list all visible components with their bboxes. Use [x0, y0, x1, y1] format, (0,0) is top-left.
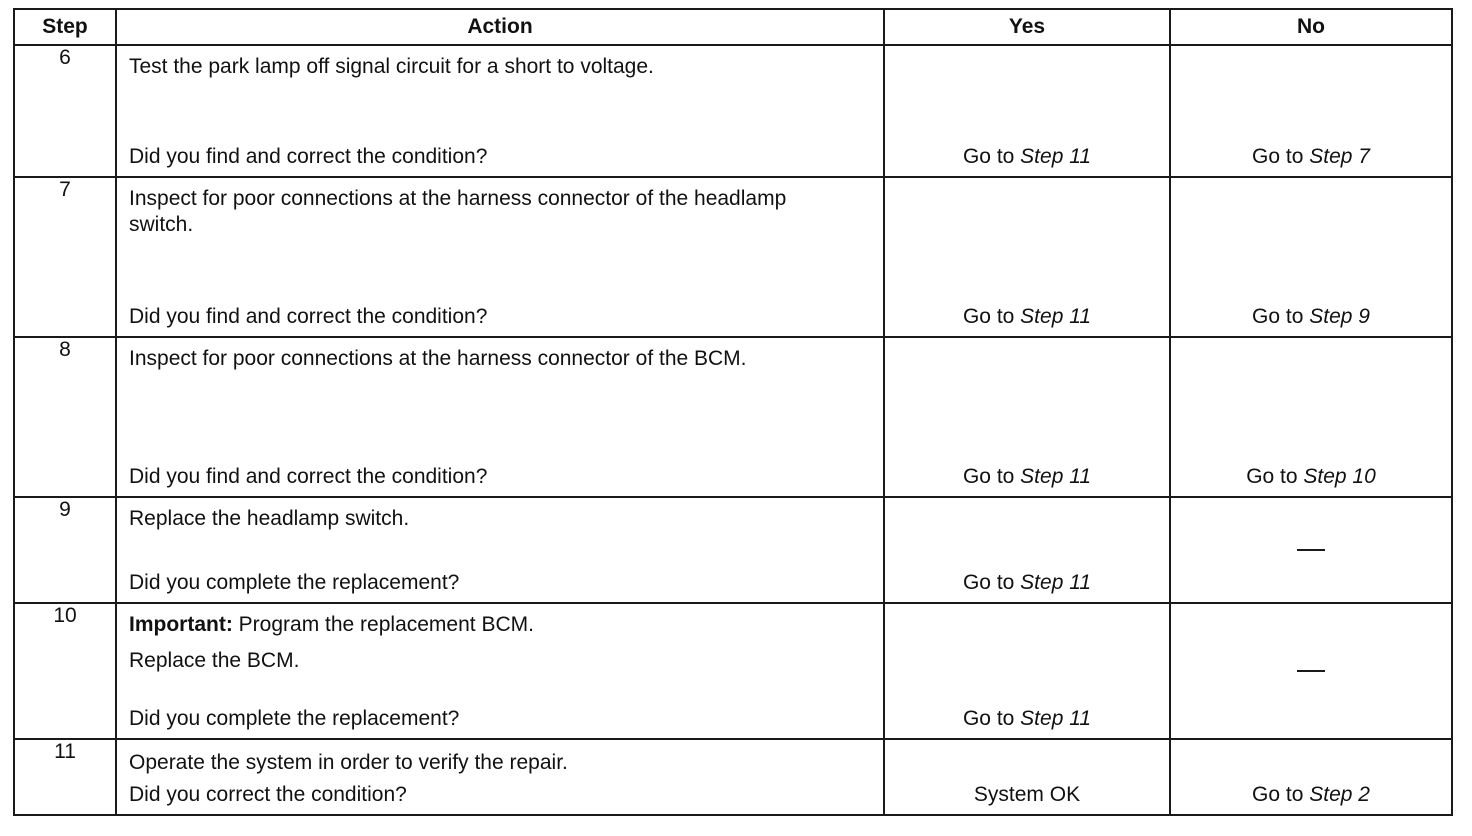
action-question: Did you complete the replacement?	[129, 707, 460, 730]
yes-step-ref: Step 11	[1020, 145, 1092, 168]
no-cell	[1170, 177, 1452, 337]
yes-cell	[884, 603, 1170, 739]
action-text: Inspect for poor connections at the harness connector of the BCM.	[129, 347, 747, 370]
action-question: Did you find and correct the condition?	[129, 305, 488, 328]
step-number: 9	[14, 497, 116, 603]
table-row	[14, 739, 1452, 815]
action-text: Operate the system in order to verify the repair.	[129, 751, 568, 774]
action-text: Inspect for poor connections at the harness connector of the headlamp switch.	[129, 187, 787, 236]
yes-prefix: Go to	[962, 305, 1021, 328]
no-cell	[1170, 337, 1452, 497]
step-number: 7	[14, 177, 116, 337]
yes-step-ref: Step 11	[1020, 707, 1092, 730]
yes-result	[885, 144, 1169, 170]
no-result	[1171, 304, 1451, 330]
action-cell	[116, 45, 884, 177]
important-text: Program the replacement BCM.	[232, 613, 534, 636]
yes-cell	[884, 45, 1170, 177]
diagnostic-steps-table	[13, 8, 1453, 816]
action-text: Replace the headlamp switch.	[129, 507, 410, 530]
important-note	[129, 612, 871, 638]
header-action: Action	[116, 9, 884, 45]
no-step-ref: Step 10	[1303, 465, 1376, 488]
action-question: Did you find and correct the condition?	[129, 465, 488, 488]
action-cell	[116, 337, 884, 497]
no-prefix: Go to	[1252, 783, 1310, 806]
step-number: 6	[14, 45, 116, 177]
no-dash	[1297, 670, 1325, 672]
no-result	[1171, 144, 1451, 170]
no-cell	[1170, 497, 1452, 603]
table-row	[14, 45, 1452, 177]
no-prefix: Go to	[1252, 145, 1310, 168]
table-row	[14, 177, 1452, 337]
step-number: 8	[14, 337, 116, 497]
no-step-ref: Step 7	[1309, 145, 1370, 168]
no-prefix: Go to	[1246, 465, 1304, 488]
no-dash	[1297, 549, 1325, 551]
table-row	[14, 497, 1452, 603]
yes-result	[885, 304, 1169, 330]
yes-result	[885, 464, 1169, 490]
action-cell	[116, 603, 884, 739]
action-text: Test the park lamp off signal circuit for a short to voltage.	[129, 55, 654, 78]
no-step-ref: Step 2	[1309, 783, 1370, 806]
yes-result	[885, 570, 1169, 596]
yes-prefix: Go to	[962, 465, 1021, 488]
step-number: 11	[14, 739, 116, 815]
no-result	[1171, 464, 1451, 490]
yes-cell	[884, 739, 1170, 815]
yes-cell	[884, 177, 1170, 337]
yes-cell	[884, 337, 1170, 497]
yes-cell	[884, 497, 1170, 603]
header-step: Step	[14, 9, 116, 45]
action-text: Replace the BCM.	[129, 649, 300, 672]
action-cell	[116, 177, 884, 337]
action-cell	[116, 739, 884, 815]
important-label: Important:	[129, 613, 233, 636]
yes-prefix: Go to	[962, 571, 1021, 594]
yes-result	[885, 706, 1169, 732]
no-cell	[1170, 739, 1452, 815]
no-step-ref: Step 9	[1309, 305, 1370, 328]
header-yes: Yes	[884, 9, 1170, 45]
action-question: Did you complete the replacement?	[129, 571, 460, 594]
no-cell	[1170, 603, 1452, 739]
yes-result: System OK	[973, 783, 1081, 806]
table-row	[14, 603, 1452, 739]
action-question: Did you correct the condition?	[129, 783, 407, 806]
yes-step-ref: Step 11	[1020, 305, 1092, 328]
step-number: 10	[14, 603, 116, 739]
yes-prefix: Go to	[962, 707, 1021, 730]
yes-prefix: Go to	[962, 145, 1021, 168]
no-result	[1171, 782, 1451, 808]
header-no: No	[1170, 9, 1452, 45]
action-question: Did you find and correct the condition?	[129, 145, 488, 168]
header-row	[14, 9, 1452, 45]
no-prefix: Go to	[1252, 305, 1310, 328]
table-row	[14, 337, 1452, 497]
yes-step-ref: Step 11	[1020, 465, 1092, 488]
action-cell	[116, 497, 884, 603]
yes-step-ref: Step 11	[1020, 571, 1092, 594]
no-cell	[1170, 45, 1452, 177]
